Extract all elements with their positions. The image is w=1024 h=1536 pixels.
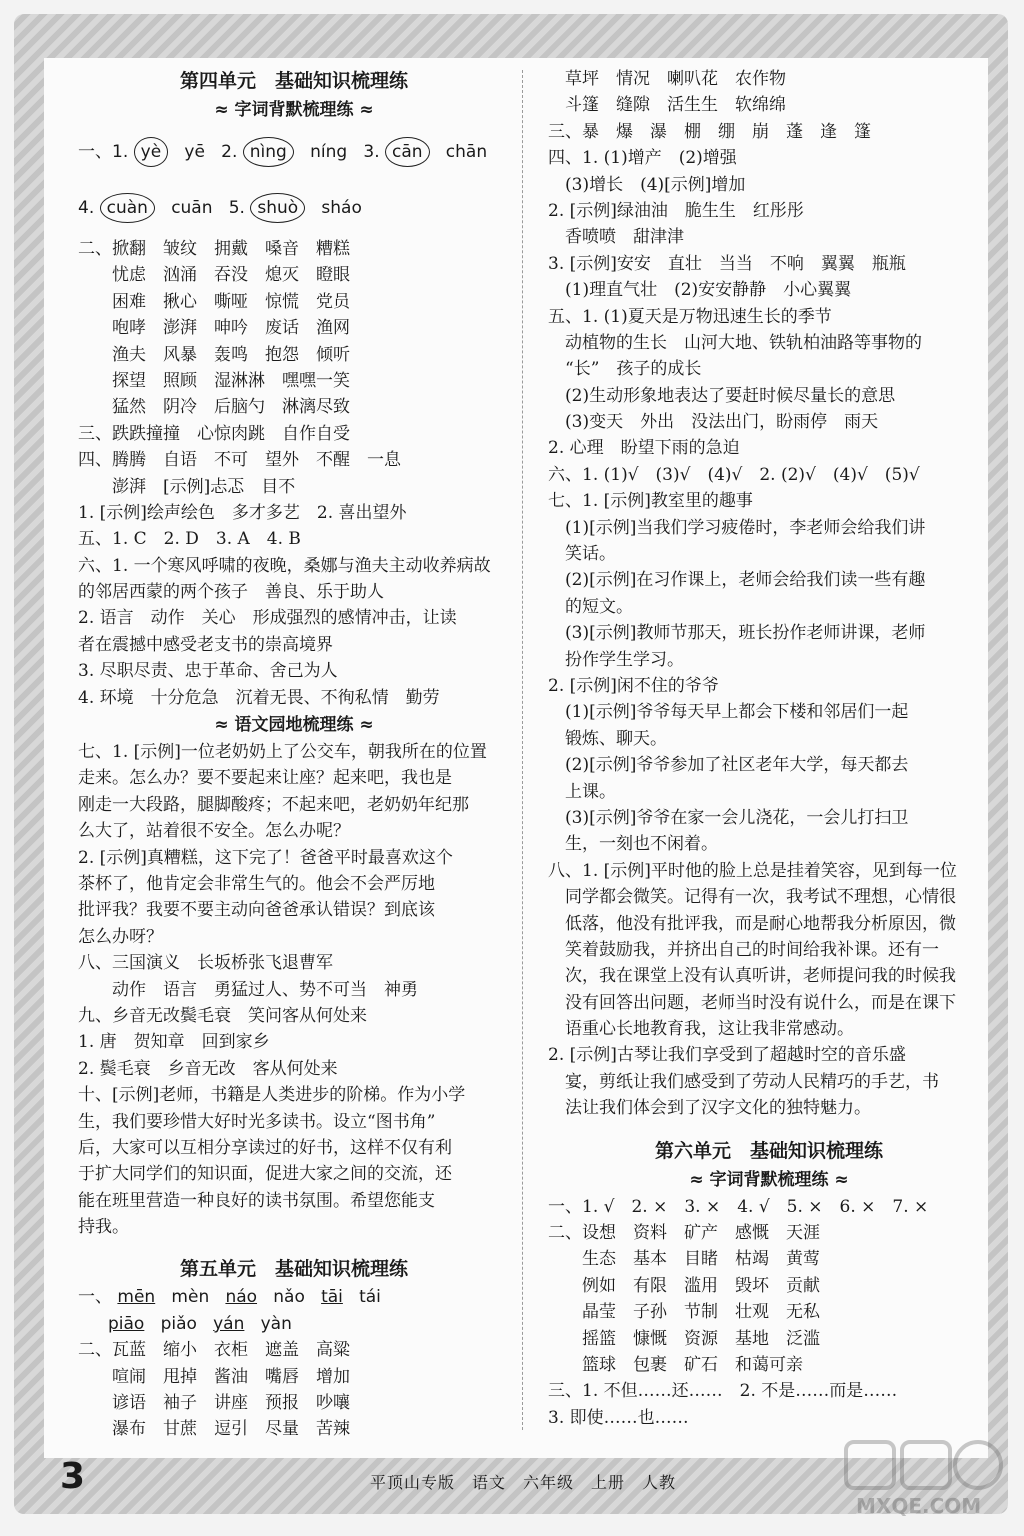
unit4-subheading-words: ≈ 字词背默梳理练 ≈ <box>214 100 374 120</box>
answer-line: 探望 照顾 湿淋淋 嘿嘿一笑 <box>78 370 350 391</box>
answer-line: 三、1. 不但……还…… 2. 不是……而是…… <box>548 1381 898 1402</box>
unit4-title: 第四单元 基础知识梳理练 <box>179 70 408 92</box>
answer-line: 咆哮 澎湃 呻吟 废话 渔网 <box>78 318 350 339</box>
answer-line: 七、1. [示例]教室里的趣事 <box>548 491 753 512</box>
unit5-answers-continued <box>548 66 990 1122</box>
answer-line: 低落，他没有批评我，而是耐心地帮我分析原因，微 <box>548 913 956 934</box>
answer-line: 3. 即使……也…… <box>548 1407 689 1428</box>
answer-line: 二、设想 资料 矿产 感慨 天涯 <box>548 1223 820 1244</box>
answer-line: “长” 孩子的成长 <box>548 359 702 380</box>
underlined-pinyin: piāo <box>108 1313 145 1334</box>
unit6-answers-words <box>548 1194 990 1432</box>
answer-line: 2. [示例]绿油油 脆生生 红彤彤 <box>548 200 804 221</box>
pinyin: nǎo <box>273 1287 305 1308</box>
unit5-pinyin-row-2 <box>78 1311 510 1337</box>
answer-line: 笑话。 <box>548 544 616 565</box>
answer-line: 动植物的生长 山河大地、铁轨柏油路等事物的 <box>548 332 922 353</box>
unit4-pinyin-row-1 <box>78 124 510 180</box>
pinyin: yàn <box>260 1313 292 1334</box>
answer-line: 五、1. C 2. D 3. A 4. B <box>78 529 301 550</box>
item-number: 3. <box>363 142 380 162</box>
answer-line: 澎湃 [示例]忐忑 目不 <box>78 476 296 497</box>
answer-line: 者在震撼中感受老支书的崇高境界 <box>78 634 333 655</box>
answer-line: 锻炼、聊天。 <box>548 728 667 749</box>
circled-pinyin: cuàn <box>100 193 155 223</box>
underlined-pinyin: yán <box>213 1313 245 1334</box>
answer-line: 怎么办呀？ <box>78 926 163 947</box>
answer-line: 3. 尽职尽责、忠于革命、舍己为人 <box>78 661 338 682</box>
unit6-title: 第六单元 基础知识梳理练 <box>654 1139 883 1162</box>
answer-line: 六、1. (1)√ (3)√ (4)√ 2. (2)√ (4)√ (5)√ <box>548 464 920 485</box>
answer-line: (2)[示例]在习作课上，老师会给我们读一些有趣 <box>548 570 926 591</box>
answer-line: 一、1. √ 2. × 3. × 4. √ 5. × 6. × 7. × <box>548 1196 929 1217</box>
answer-line: 扮作学生学习。 <box>548 649 684 670</box>
item-number: 4. <box>78 198 95 218</box>
answer-line: 草坪 情况 喇叭花 农作物 <box>548 69 786 89</box>
item-number: 5. <box>228 198 245 218</box>
unit4-subheading-garden: ≈ 语文园地梳理练 ≈ <box>214 715 374 736</box>
circled-pinyin: shuò <box>250 193 305 223</box>
answer-line: 瀑布 甘蔗 逗引 尽量 苦辣 <box>78 1419 350 1440</box>
answer-line: 三、跌跌撞撞 心惊肉跳 自作自受 <box>78 423 350 444</box>
answer-line: (1)[示例]爷爷每天早上都会下楼和邻居们一起 <box>548 702 909 723</box>
answer-line: 1. 唐 贺知章 回到家乡 <box>78 1032 270 1053</box>
watermark-text: MXQE.COM <box>856 1494 982 1518</box>
answer-line: 四、1. (1)增产 (2)增强 <box>548 148 737 169</box>
answer-line: 的短文。 <box>548 596 633 617</box>
answer-line: 香喷喷 甜津津 <box>548 227 684 248</box>
answer-line: 2. [示例]闲不住的爷爷 <box>548 675 719 696</box>
answer-line: 八、1. [示例]平时他的脸上总是挂着笑容，见到每一位 <box>548 860 957 881</box>
pinyin: cuān <box>171 198 213 218</box>
circled-pinyin: nìng <box>243 137 294 167</box>
pinyin: mèn <box>171 1287 210 1308</box>
answer-line: 三、暴 爆 瀑 棚 绷 崩 蓬 逢 篷 <box>548 121 871 142</box>
answer-line: 法让我们体会到了汉字文化的独特魅力。 <box>548 1098 871 1119</box>
answer-line: 猛然 阴冷 后脑勺 淋漓尽致 <box>78 397 350 418</box>
pinyin: níng <box>310 142 348 162</box>
answer-line: (3)[示例]教师节那天，班长扮作老师讲课，老师 <box>548 623 926 644</box>
answer-line: 2. [示例]真糟糕，这下完了！爸爸平时最喜欢这个 <box>78 847 453 868</box>
answer-line: 二、掀翻 皱纹 拥戴 嗓音 糟糕 <box>78 239 350 259</box>
answer-line: (1)[示例]当我们学习疲倦时，李老师会给我们讲 <box>548 517 926 538</box>
left-column <box>78 66 510 1443</box>
answer-line: 刚走一大段路，腿脚酸疼；不起来吧，老奶奶年纪那 <box>78 794 469 815</box>
underlined-pinyin: tāi <box>321 1287 343 1308</box>
pinyin: tái <box>359 1287 381 1308</box>
answer-line: (2)[示例]爷爷参加了社区老年大学，每天都去 <box>548 755 909 776</box>
answer-line: 忧虑 汹涌 吞没 熄灭 瞪眼 <box>78 265 350 286</box>
answer-line: 喧闹 甩掉 酱油 嘴唇 增加 <box>78 1366 350 1387</box>
answer-line: 例如 有限 滥用 毁坏 贡献 <box>548 1275 820 1296</box>
answer-line: 茶杯了，他肯定会非常生气的。他会不会严厉地 <box>78 873 435 894</box>
answer-line: 渔夫 风暴 轰鸣 抱怨 倾听 <box>78 344 350 365</box>
answer-line: 笑着鼓励我，并挤出自己的时间给我补课。还有一 <box>548 939 939 960</box>
answer-line: 六、1. 一个寒风呼啸的夜晚，桑娜与渔夫主动收养病故 <box>78 555 491 576</box>
answer-line: 生，我们要珍惜大好时光多读书。设立“图书角” <box>78 1111 436 1132</box>
answer-line: 八、三国演义 长坂桥张飞退曹军 <box>78 953 333 974</box>
underlined-pinyin: náo <box>225 1287 258 1308</box>
answer-line: 2. 鬓毛衰 乡音无改 客从何处来 <box>78 1058 338 1079</box>
unit4-answers-words <box>78 236 510 711</box>
pinyin: piǎo <box>160 1313 197 1334</box>
page-footer <box>60 1456 960 1506</box>
answer-line: (3)[示例]爷爷在家一会儿浇花，一会儿打扫卫 <box>548 807 909 828</box>
answer-line: 谚语 袖子 讲座 预报 吵嚷 <box>78 1393 350 1414</box>
answer-line: 4. 环境 十分危急 沉着无畏、不徇私情 勤劳 <box>78 687 440 708</box>
answer-line: 能在班里营造一种良好的读书氛围。希望您能支 <box>78 1190 435 1211</box>
unit5-title: 第五单元 基础知识梳理练 <box>179 1258 408 1281</box>
pinyin: chān <box>445 142 488 162</box>
answer-line: 持我。 <box>78 1217 129 1238</box>
answer-line: 2. 语言 动作 关心 形成强烈的感情冲击，让读 <box>78 608 457 629</box>
watermark-seal-icon <box>842 1436 1012 1496</box>
answer-line: 七、1. [示例]一位老奶奶上了公交车，朝我所在的位置 <box>78 742 487 763</box>
unit4-answers-garden <box>78 739 510 1240</box>
answer-line: 1. [示例]绘声绘色 多才多艺 2. 喜出望外 <box>78 502 407 523</box>
answer-line: 四、腾腾 自语 不可 望外 不醒 一息 <box>78 450 401 471</box>
answer-line: 没有回答出问题，老师当时没有说什么，而是在课下 <box>548 992 956 1013</box>
answer-line: 语重心长地教育我，这让我非常感动。 <box>548 1019 854 1040</box>
unit6-subheading-words: ≈ 字词背默梳理练 ≈ <box>689 1169 849 1190</box>
circled-pinyin: yè <box>134 137 169 167</box>
answer-line: 动作 语言 勇猛过人、势不可当 神勇 <box>78 979 418 1000</box>
answer-line: 么大了，站着很不安全。怎么办呢？ <box>78 821 350 842</box>
answer-line: 困难 揪心 嘶哑 惊慌 党员 <box>78 291 350 312</box>
answer-line: 同学都会微笑。记得有一次，我考试不理想，心情很 <box>548 887 956 908</box>
item-number: 2. <box>221 142 238 162</box>
answer-line: 十、[示例]老师，书籍是人类进步的阶梯。作为小学 <box>78 1085 466 1106</box>
answer-line: 五、1. (1)夏天是万物迅速生长的季节 <box>548 306 832 327</box>
book-info: 平顶山专版 语文 六年级 上册 人教 <box>370 1473 677 1492</box>
answer-line: (2)生动形象地表达了要赶时候尽量长的意思 <box>548 385 896 406</box>
answer-line: 走来。怎么办？要不要起来让座？起来吧，我也是 <box>78 768 452 789</box>
answer-line: 的邻居西蒙的两个孩子 善良、乐于助人 <box>78 582 384 603</box>
answer-line: 2. 心理 盼望下雨的急迫 <box>548 438 740 459</box>
item-number: 一、1. <box>78 142 129 162</box>
item-number: 一、 <box>78 1287 112 1308</box>
answer-line: 摇篮 慷慨 资源 基地 泛滥 <box>548 1328 820 1349</box>
answer-line: (1)理直气壮 (2)安安静静 小心翼翼 <box>548 280 852 301</box>
watermark-logo <box>842 1436 1012 1526</box>
answer-line: 宴，剪纸让我们感受到了劳动人民精巧的手艺，书 <box>548 1071 939 1092</box>
circled-pinyin: cān <box>385 137 430 167</box>
underlined-pinyin: mēn <box>117 1287 156 1308</box>
page-number: 3 <box>60 1456 86 1497</box>
answer-line: 2. [示例]古琴让我们享受到了超越时空的音乐盛 <box>548 1045 906 1066</box>
unit5-answers-words <box>78 1337 510 1443</box>
answer-line: 批评我？我要不要主动向爸爸承认错误？到底该 <box>78 900 435 921</box>
unit5-pinyin-row-1 <box>78 1284 510 1310</box>
answer-line: 生，一刻也不闲着。 <box>548 834 718 855</box>
answer-line: 篮球 包裹 矿石 和蔼可亲 <box>548 1354 803 1375</box>
answer-line: 上课。 <box>548 781 616 802</box>
answer-line: (3)变天 外出 没法出门，盼雨停 雨天 <box>548 412 879 433</box>
pinyin: yē <box>184 142 205 162</box>
answer-line: 次，我在课堂上没有认真听讲，老师提问我的时候我 <box>548 966 956 987</box>
answer-line: 九、乡音无改鬓毛衰 笑问客从何处来 <box>78 1005 367 1026</box>
answer-line: 晶莹 子孙 节制 壮观 无私 <box>548 1302 820 1323</box>
answer-line: 3. [示例]安安 直壮 当当 不响 翼翼 瓶瓶 <box>548 253 906 274</box>
answer-line: 二、瓦蓝 缩小 衣柜 遮盖 高粱 <box>78 1340 350 1361</box>
answer-line: (3)增长 (4)[示例]增加 <box>548 174 746 195</box>
right-column <box>548 66 990 1431</box>
answer-line: 斗篷 缝隙 活生生 软绵绵 <box>548 95 786 116</box>
column-divider <box>522 70 524 1430</box>
pinyin: sháo <box>321 198 362 218</box>
answer-line: 生态 基本 目睹 枯竭 黄莺 <box>548 1249 820 1270</box>
unit4-pinyin-row-2 <box>78 180 510 236</box>
answer-line: 后，大家可以互相分享读过的好书，这样不仅有利 <box>78 1137 452 1158</box>
answer-line: 于扩大同学们的知识面，促进大家之间的交流，还 <box>78 1164 452 1185</box>
